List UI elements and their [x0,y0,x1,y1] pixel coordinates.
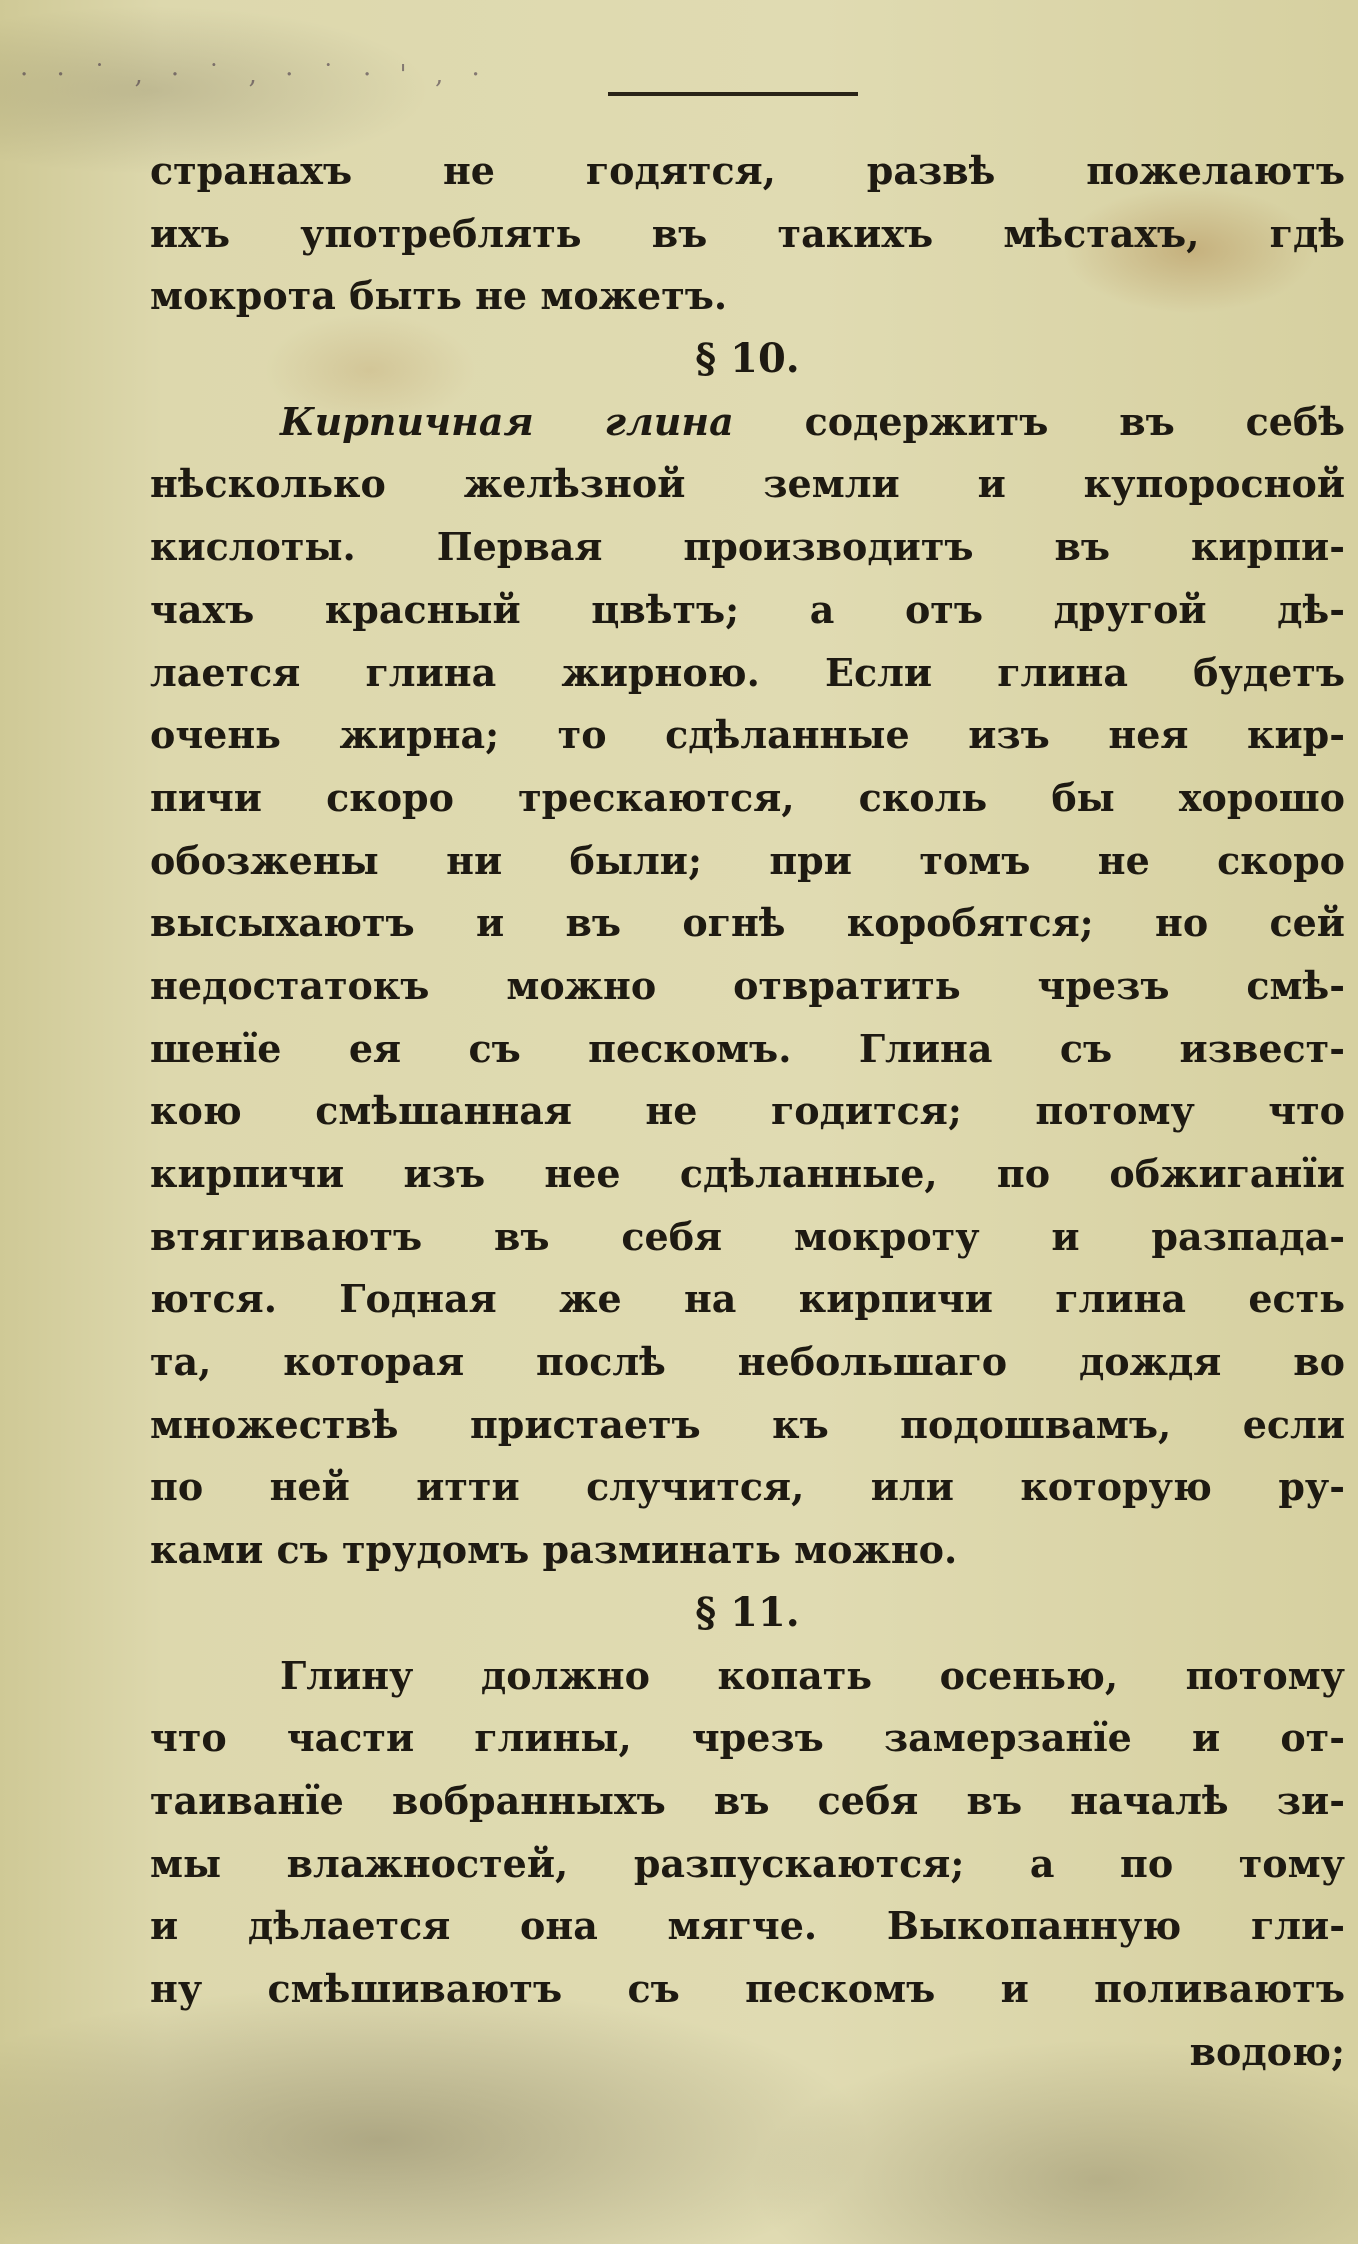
text-line: по ней итти случится, или которую ру- [150,1464,1345,1510]
text-line: ихъ употреблять въ такихъ мѣстахъ, гдѣ [150,210,1345,256]
text-line: очень жирна; то сдѣланные изъ нея кир- [150,712,1345,758]
text-line: ками съ трудомъ разминать можно. [150,1527,958,1573]
text-line: множествѣ пристаетъ къ подошвамъ, если [150,1401,1345,1447]
text-line: нѣсколько желѣзной земли и купоросной [150,461,1345,507]
text-line: мы влажностей, разпускаются; а по тому [150,1840,1345,1886]
text-line: мокрота быть не можетъ. [150,273,728,319]
text-line: недостатокъ можно отвратить чрезъ смѣ- [150,962,1345,1008]
text-line: кислоты. Первая производитъ въ кирпи- [150,524,1345,570]
text-line: что части глины, чрезъ замерзанїе и от- [150,1715,1345,1761]
text-line: высыхаютъ и въ огнѣ коробятся; но сей [150,900,1345,946]
header-rule [608,92,858,96]
text-line: кирпичи изъ нее сдѣланные, по обжиганїи [150,1151,1345,1196]
text-line: таиванїе вобранныхъ въ себя въ началѣ зи- [150,1777,1345,1823]
text-line: та, которая послѣ небольшаго дождя во [150,1339,1345,1385]
text-line: шенїе ея съ пескомъ. Глина съ извест- [150,1025,1345,1071]
text-line: пичи скоро трескаются, сколь бы хорошо [150,774,1345,820]
text-line: странахъ не годятся, развѣ пожелаютъ [150,148,1345,193]
text-line: обозжены ни были; при томъ не скоро [150,837,1345,883]
text-line: ются. Годная же на кирпичи глина есть [150,1276,1345,1322]
section-heading-11: § 11. [695,1588,800,1636]
text-fragment: содержитъ въ себѣ [733,398,1345,444]
term-brick-clay: Кирпичная глина [280,398,734,444]
text-line: лается глина жирною. Если глина будетъ [150,649,1345,695]
text-line: чахъ красный цвѣтъ; а отъ другой дѣ- [150,586,1345,632]
text-line: и дѣлается она мягче. Выкопанную гли- [150,1903,1345,1949]
catchword: водою; [1189,2028,1345,2074]
text-line: втягиваютъ въ себя мокроту и разпада- [150,1213,1345,1259]
text-line [150,391,1345,454]
text-line: кою смѣшанная не годится; потому что [150,1088,1345,1134]
page-text [150,140,1345,2083]
ink-specks: · · ˙ ‚ · ˙ , · ˙ · ' ‚ · [20,60,490,90]
text-line: Глину должно копать осенью, потому [280,1652,1345,1698]
section-heading-10: § 10. [695,335,800,383]
text-line: ну смѣшиваютъ съ пескомъ и поливаютъ [150,1965,1345,2011]
